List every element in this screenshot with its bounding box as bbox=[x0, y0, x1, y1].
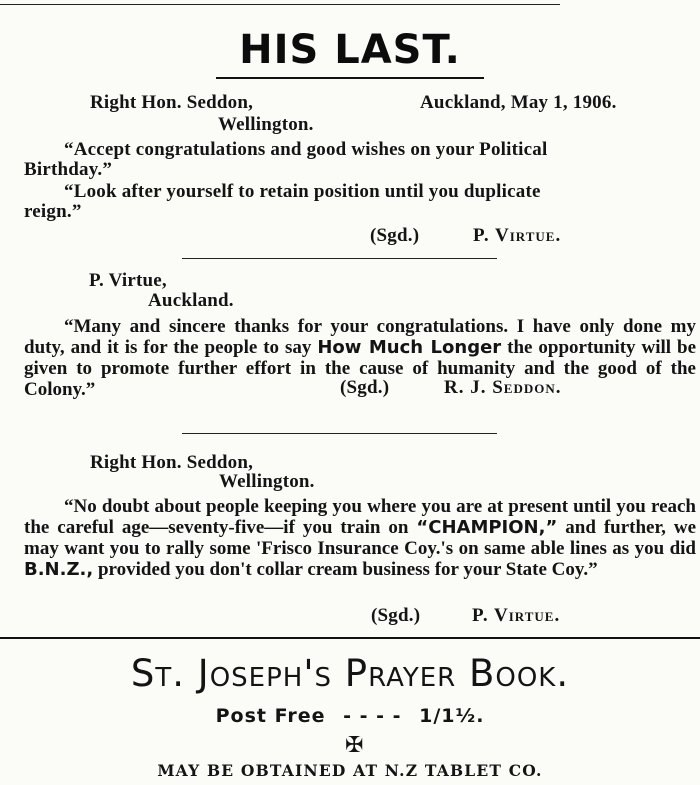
telegram3-body-start: “No doubt about people keeping you where you are at present until you reach the careful age—seventy-five—if you train on bbox=[24, 496, 696, 538]
telegram3-to-place: Wellington. bbox=[219, 471, 315, 492]
headline: HIS LAST. bbox=[239, 27, 461, 73]
telegram2-to-name: P. Virtue, bbox=[89, 270, 167, 291]
telegram3-emphasis-bnz: B.N.Z., bbox=[24, 559, 94, 580]
telegram3-body bbox=[24, 496, 696, 580]
telegram1-message2-line1: “Look after yourself to retain position until you duplicate bbox=[64, 181, 541, 202]
maltese-cross-icon: ✠ bbox=[345, 733, 364, 758]
telegram2-to-place: Auckland. bbox=[148, 290, 234, 311]
telegram1-divider bbox=[182, 258, 497, 259]
telegram2-body-end: the opportunity will be given to promote further effort in the cause of humanity and the good of the Colony.” bbox=[24, 337, 696, 400]
telegram1-to-place: Wellington. bbox=[218, 114, 314, 135]
telegram2-emphasis: How Much Longer bbox=[317, 337, 502, 358]
telegram1-sgd: (Sgd.) bbox=[370, 225, 420, 246]
telegram3-body-end: provided you don't collar cream business for your State Coy.” bbox=[97, 559, 598, 580]
advert-price-label: Post Free bbox=[215, 705, 326, 727]
advert-top-rule bbox=[0, 637, 700, 639]
telegram2-sgd: (Sgd.) bbox=[340, 377, 390, 398]
telegram2-divider bbox=[182, 433, 497, 434]
top-border-rule bbox=[0, 4, 560, 5]
telegram2-body-start: “Many and sincere thanks for your congratulations. I have only done my duty, and it is for the people to say bbox=[24, 316, 696, 358]
telegram1-place-date: Auckland, May 1, 1906. bbox=[420, 92, 617, 113]
advert-price-dashes: - - - - bbox=[343, 705, 402, 727]
telegram1-message2-line2: reign.” bbox=[24, 201, 82, 222]
advert-title: St. Joseph's Prayer Book. bbox=[130, 652, 570, 695]
telegram1-signer: P. Virtue. bbox=[473, 225, 562, 246]
telegram3-to-name: Right Hon. Seddon, bbox=[90, 452, 254, 473]
advert-price: 1/1½. bbox=[419, 705, 485, 727]
telegram3-sgd: (Sgd.) bbox=[371, 605, 421, 626]
telegram2-signer: R. J. Seddon. bbox=[444, 377, 562, 398]
telegram1-message1-line1: “Accept congratulations and good wishes on your Political bbox=[64, 139, 548, 160]
telegram1-to-name: Right Hon. Seddon, bbox=[90, 92, 254, 113]
advert-footer: MAY BE OBTAINED AT N.Z TABLET CO. bbox=[157, 761, 543, 780]
telegram1-message1-line2: Birthday.” bbox=[24, 159, 113, 180]
telegram3-emphasis-champion: “CHAMPION,” bbox=[416, 517, 558, 538]
telegram3-body-mid: and further, we may want you to rally some 'Frisco Insurance Coy.'s on same able lines as you did bbox=[24, 517, 697, 559]
telegram3-signer: P. Virtue. bbox=[472, 605, 561, 626]
advert-price-row bbox=[0, 705, 700, 727]
headline-underline bbox=[216, 77, 484, 79]
